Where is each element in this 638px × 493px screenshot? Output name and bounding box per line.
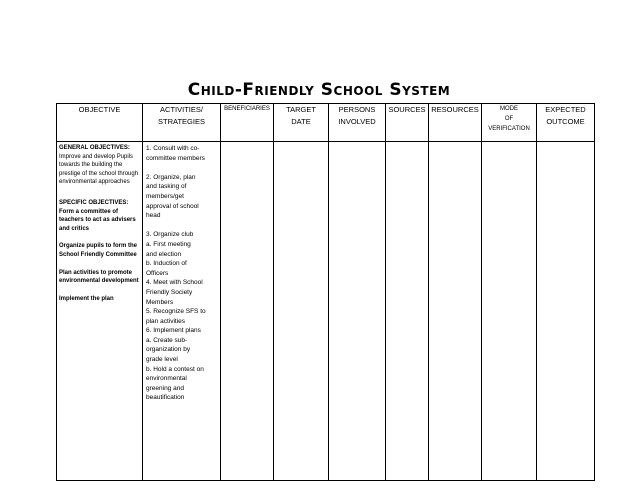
resources-cell (429, 142, 482, 481)
col-header-beneficiaries: BENEFICIARIES (221, 104, 274, 142)
specific-objective-item: Organize pupils to form the School Friendly Committee (59, 243, 138, 258)
activity-step: 5. Recognize SFS to plan activities (146, 308, 206, 325)
action-plan-table (56, 103, 595, 481)
activity-step: 1. Consult with co- committee members (146, 145, 205, 162)
persons-involved-cell (329, 142, 386, 481)
specific-objective-item: Form a committee of teachers to act as advisers and critics (59, 208, 136, 232)
table-row (57, 142, 595, 481)
col-header-expected-outcome: EXPECTED OUTCOME (537, 104, 595, 142)
col-header-resources: RESOURCES (429, 104, 482, 142)
col-header-objective: OBJECTIVE (57, 104, 143, 142)
col-header-sources: SOURCES (386, 104, 429, 142)
col-header-activities: ACTIVITIES/ STRATEGIES (143, 104, 221, 142)
col-header-mode-of-verification: MODE OF VERIFICATION (482, 104, 537, 142)
general-objectives-title: GENERAL OBJECTIVES: (59, 145, 130, 151)
col-header-persons-involved: PERSONS INVOLVED (329, 104, 386, 142)
specific-objective-item: Plan activities to promote environmental development (59, 269, 139, 285)
activity-step: 2. Organize, plan and tasking of members/get approval of school head (146, 173, 199, 220)
objective-cell (57, 142, 143, 481)
specific-objective-item: Implement the plan (59, 295, 114, 302)
document-title: Child-Friendly School System (187, 80, 451, 100)
sources-cell (386, 142, 429, 481)
general-objectives-text: Improve and develop Pupils towards the building the prestige of the school through environmental approaches (59, 153, 139, 186)
specific-objectives-title: SPECIFIC OBJECTIVES: (59, 199, 129, 206)
activity-step: 4. Meet with School Friendly Society Members (146, 279, 203, 306)
target-date-cell (274, 142, 329, 481)
mode-of-verification-cell (482, 142, 537, 481)
activity-step: 3. Organize club a. First meeting and election b. Induction of Officers (146, 231, 194, 277)
expected-outcome-cell (537, 142, 595, 481)
activities-cell (143, 142, 221, 481)
activity-step: 6. Implement plans a. Create sub- organization by grade level b. Hold a contest on environmental greening and beautification (146, 327, 204, 402)
beneficiaries-cell (221, 142, 274, 481)
col-header-target-date: TARGET DATE (274, 104, 329, 142)
header-row (57, 104, 595, 142)
